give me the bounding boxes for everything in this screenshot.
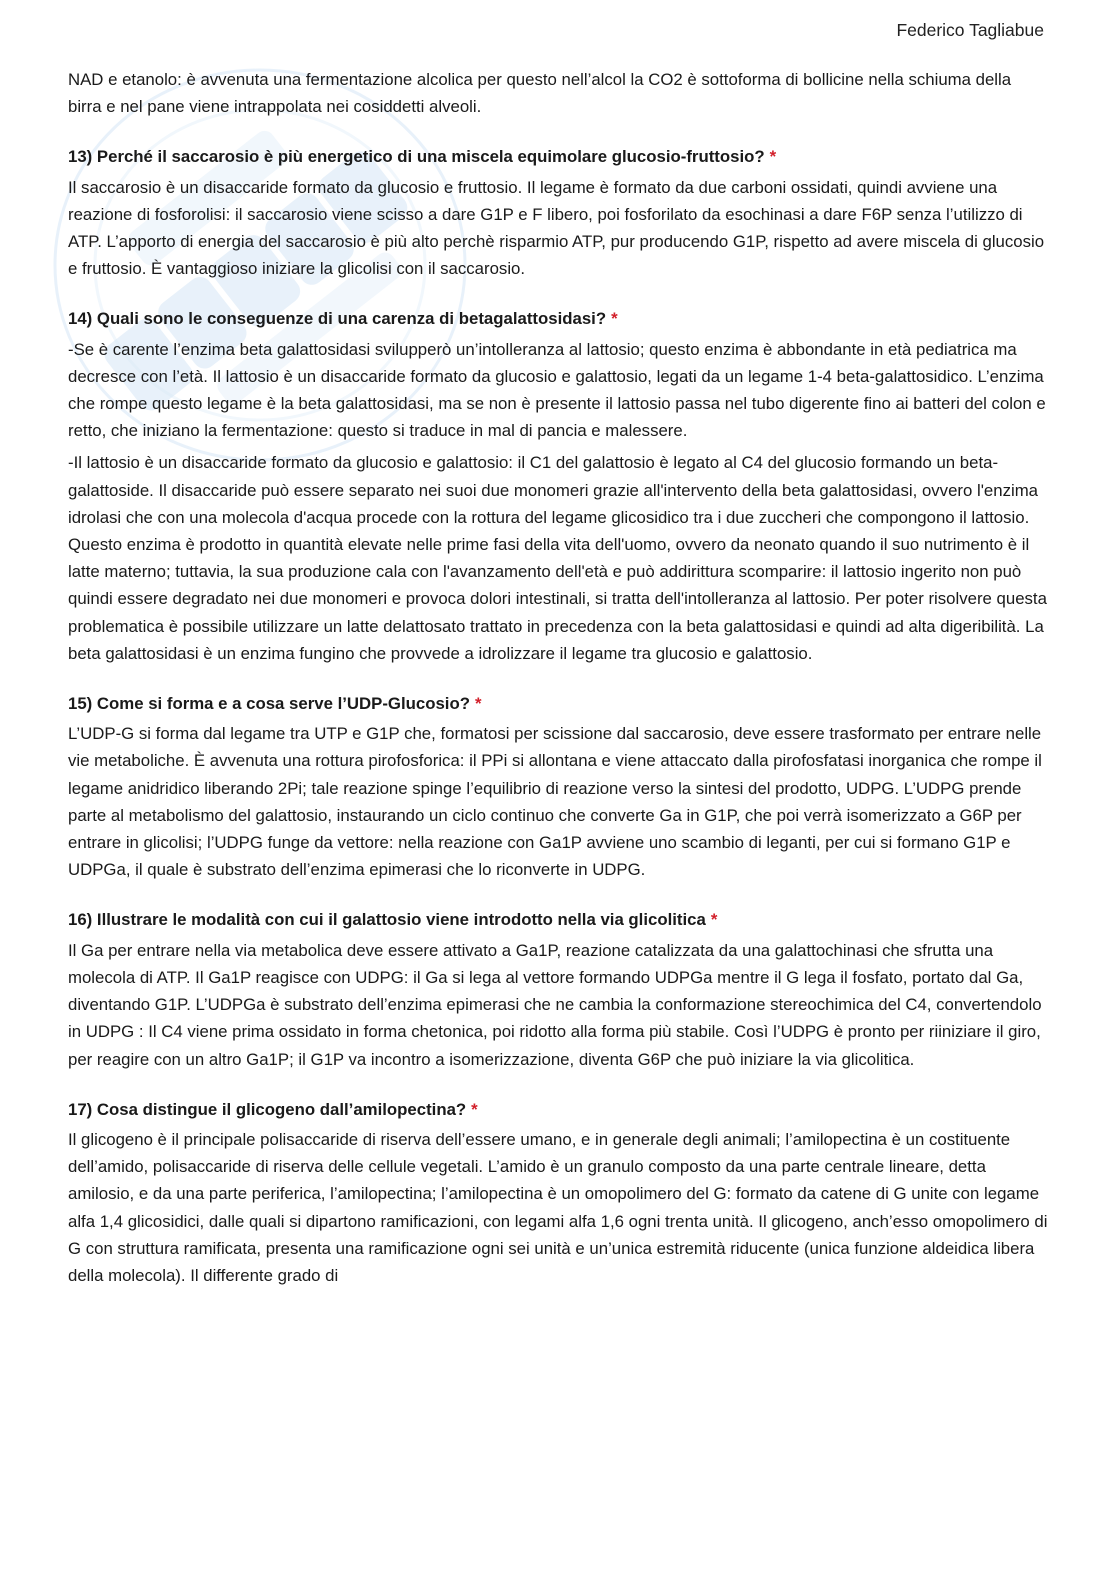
answer-paragraph: -Se è carente l’enzima beta galattosidasi svilupperò un’intolleranza al lattosio; questo enzima è abbondante in età pediatrica ma decresce con l’età. Il lattosio è un disaccaride formato da glucosio e galattosio, legati da un legame 1-4 beta-galattosidico. L’enzima che rompe questo legame è la beta galattosidasi, ma se non è presente il lattosio passa nel tubo digerente fino ai batteri del colon e retto, che iniziano la fermentazione: questo si traduce in mal di pancia e malessere. [68, 339, 1046, 441]
asterisk-marker: * [611, 309, 618, 329]
asterisk-marker: * [471, 1099, 478, 1119]
question-text: 17) Cosa distingue il glicogeno dall’amilopectina? [68, 1099, 467, 1119]
section-13 [68, 143, 1048, 282]
section-15 [68, 690, 1048, 883]
document-body [68, 66, 1048, 1289]
question-heading [68, 690, 1048, 717]
question-text: 15) Come si forma e a cosa serve l’UDP-Glucosio? [68, 694, 470, 714]
question-heading [68, 143, 1048, 170]
section-16 [68, 906, 1048, 1072]
question-heading [68, 906, 1048, 933]
question-text: 14) Quali sono le conseguenze di una carenza di betagalattosidasi? [68, 309, 607, 329]
answer-paragraph: Il glicogeno è il principale polisaccaride di riserva dell’essere umano, e in generale degli animali; l’amilopectina è un costituente dell’amido, polisaccaride di riserva delle cellule vegetali. L’amido è un granulo composto da una parte centrale lineare, detta amilosio, e da una parte periferica, l’amilopectina; l’amilopectina è un omopolimero del G: formato da catene di G unite con legame alfa 1,4 glicosidici, dalle quali si dipartono ramificazioni, con legami alfa 1,6 ogni trenta unità. Il glicogeno, anch’esso omopolimero di G con struttura ramificata, presenta una ramificazione ogni sei unità e un’unica estremità riducente (unica funzione aldeidica libera della molecola). Il differente grado di [68, 1129, 1048, 1285]
answer-paragraph: -Il lattosio è un disaccaride formato da glucosio e galattosio: il C1 del galattosio è legato al C4 del glucosio formando un beta-galattoside. Il disaccaride può essere separato nei suoi due monomeri grazie all'intervento della beta galattosidasi, ovvero l'enzima idrolasi che con una molecola d'acqua procede con la rottura del legame glicosidico tra i due zuccheri che compongono il lattosio. Questo enzima è prodotto in quantità elevate nelle prime fasi della vita dell'uomo, ovvero da neonato quando il suo nutrimento è il latte materno; tuttavia, la sua produzione cala con l'avanzamento dell'età e può addirittura scomparire: il lattosio ingerito non può quindi essere degradato nei due monomeri e provoca dolori intestinali, si tratta dell'intolleranza al lattosio. Per poter risolvere questa problematica è possibile utilizzare un latte delattosato trattato in precedenza con la beta galattosidasi e quindi ad alta digeribilità. La beta galattosidasi è un enzima fungino che provvede a idrolizzare il legame tra glucosio e galattosio. [68, 453, 1047, 663]
answer-paragraph: L’UDP-G si forma dal legame tra UTP e G1P che, formatosi per scissione dal saccarosio, deve essere trasformato per entrare nelle vie metaboliche. È avvenuta una rottura pirofosforica: il PPi si allontana e viene attaccato dalla pirofosfatasi inorganica che rompe il legame anidridico liberando 2Pi; tale reazione spinge l’equilibrio di reazione verso la sintesi del prodotto, UDPG. L’UDPG prende parte al metabolismo del galattosio, instaurando un ciclo continuo che converte Ga in G1P, che poi verrà isomerizzato a G6P per entrare in glicolisi; l’UDPG funge da vettore: nella reazione con Ga1P avviene uno scambio di leganti, per cui si formano G1P e UDPGa, il quale è substrato dell’enzima epimerasi che lo riconverte in UDPG. [68, 724, 1042, 880]
asterisk-marker: * [769, 147, 777, 167]
answer-paragraph: Il Ga per entrare nella via metabolica deve essere attivato a Ga1P, reazione catalizzata da una galattochinasi che sfrutta una molecola di ATP. Il Ga1P reagisce con UDPG: il Ga si lega al vettore formando UDPGa mentre il G lega il fosfato, portato dal Ga, diventando G1P. L’UDPGa è substrato dell’enzima epimerasi che ne cambia la conformazione stereochimica del C4, convertendolo in UDPG : Il C4 viene prima ossidato in forma chetonica, poi ridotto alla forma più stabile. Così l’UDPG è pronto per riiniziare il giro, per reagire con un altro Ga1P; il G1P va incontro a isomerizzazione, diventa G6P che può iniziare la via glicolitica. [68, 940, 1042, 1069]
intro-paragraph: NAD e etanolo: è avvenuta una fermentazione alcolica per questo nell’alcol la CO2 è sottoforma di bollicine nella schiuma della birra e nel pane viene intrappolata nei cosiddetti alveoli. [68, 70, 1012, 117]
question-heading [68, 305, 1048, 332]
section-17 [68, 1096, 1048, 1289]
question-heading [68, 1096, 1048, 1123]
question-text: 16) Illustrare le modalità con cui il galattosio viene introdotto nella via glicolitica [68, 910, 706, 930]
asterisk-marker: * [474, 694, 482, 714]
author-name: Federico Tagliabue [896, 20, 1044, 40]
asterisk-marker: * [710, 910, 718, 930]
section-14 [68, 305, 1048, 667]
question-text: 13) Perché il saccarosio è più energetico di una miscela equimolare glucosio-fruttosio? [68, 147, 765, 167]
answer-paragraph: Il saccarosio è un disaccaride formato da glucosio e fruttosio. Il legame è formato da due carboni ossidati, quindi avviene una reazione di fosforolisi: il saccarosio viene scisso a dare G1P e F libero, poi fosforilato da esochinasi a dare F6P senza l’utilizzo di ATP. L’apporto di energia del saccarosio è più alto perchè risparmio ATP, pur producendo G1P, rispetto ad avere miscela di glucosio e fruttosio. È vantaggioso iniziare la glicolisi con il saccarosio. [68, 177, 1045, 279]
